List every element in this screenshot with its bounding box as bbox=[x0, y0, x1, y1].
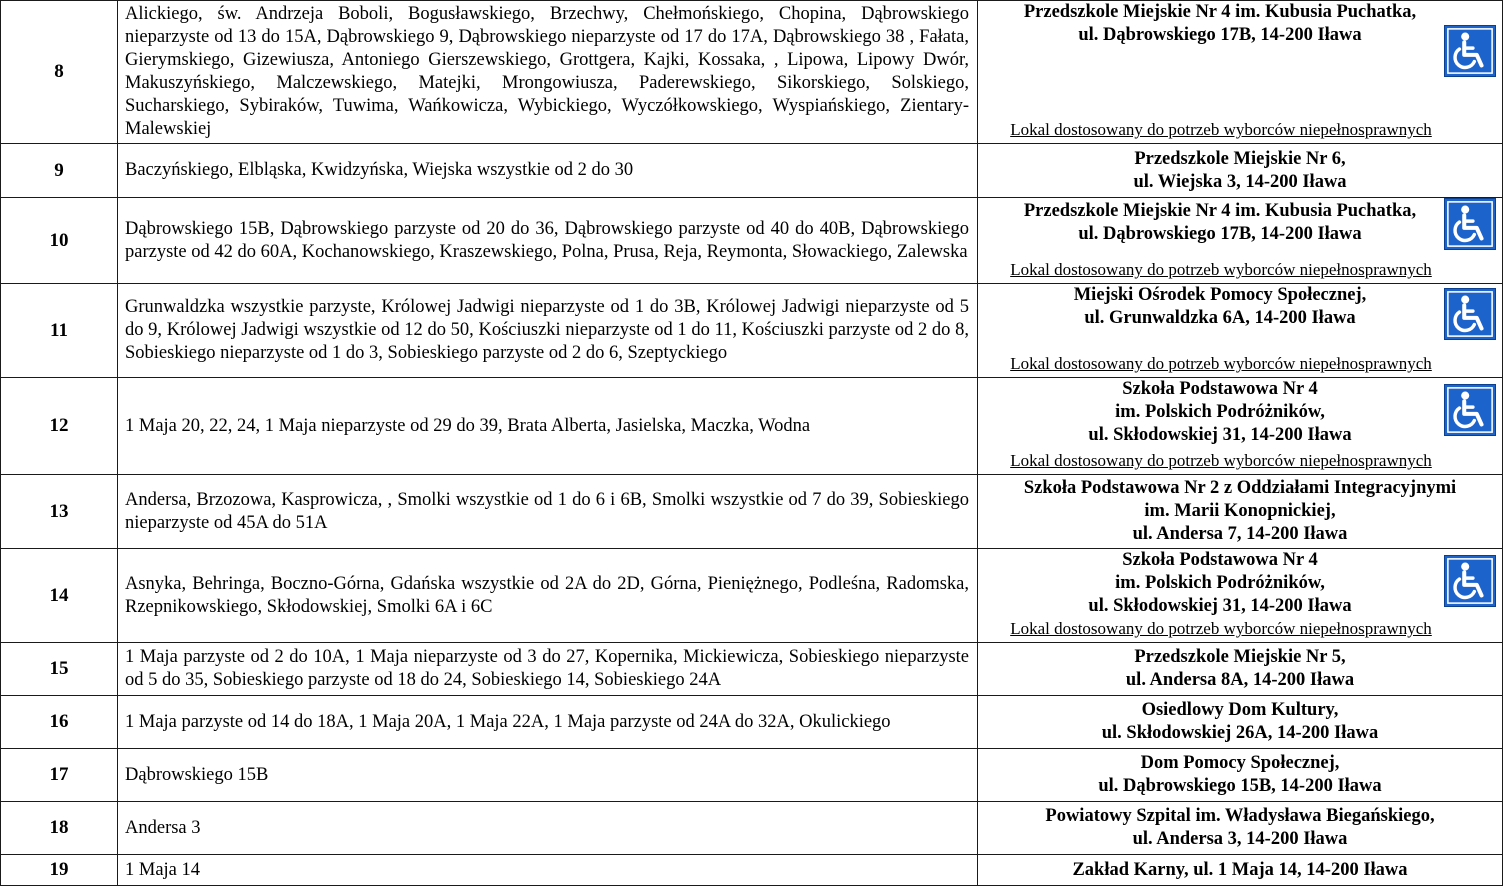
address-line: ul. Dąbrowskiego 17B, 14-200 Iława bbox=[1078, 224, 1362, 244]
address-line: ul. Andersa 8A, 14-200 Iława bbox=[1125, 670, 1355, 690]
district-number: 15 bbox=[1, 643, 118, 696]
district-streets: 1 Maja parzyste od 14 do 18A, 1 Maja 20A, 1 Maja 22A, 1 Maja parzyste od 24A do 32A, Okulickiego bbox=[118, 696, 978, 749]
polling-station-address bbox=[982, 284, 1498, 330]
accessibility-note: Lokal dostosowany do potrzeb wyborców niepełnosprawnych bbox=[1010, 260, 1432, 279]
polling-station-address bbox=[982, 699, 1498, 745]
district-number: 16 bbox=[1, 696, 118, 749]
wheelchair-icon bbox=[1444, 555, 1496, 607]
polling-station-cell bbox=[978, 696, 1503, 749]
address-line: ul. Wiejska 3, 14-200 Iława bbox=[1133, 171, 1347, 192]
address-line: im. Marii Konopnickiej, bbox=[1144, 501, 1336, 521]
address-line: ul. Andersa 3, 14-200 Iława bbox=[1132, 829, 1348, 849]
address-line: Przedszkole Miejskie Nr 5, bbox=[1134, 647, 1346, 667]
polling-station-address bbox=[982, 646, 1498, 692]
address-line: Zakład Karny, ul. 1 Maja 14, 14-200 Iława bbox=[1072, 859, 1408, 880]
polling-station-address bbox=[982, 200, 1498, 246]
address-line: Przedszkole Miejskie Nr 4 im. Kubusia Puchatka, bbox=[1023, 2, 1417, 22]
address-line: Szkoła Podstawowa Nr 2 z Oddziałami Integracyjnymi bbox=[1023, 478, 1457, 498]
address-line: ul. Skłodowskiej 26A, 14-200 Iława bbox=[1101, 723, 1379, 743]
address-line: im. Polskich Podróżników, bbox=[1115, 573, 1325, 593]
polling-station-cell bbox=[978, 475, 1503, 549]
polling-station-address bbox=[982, 1, 1498, 47]
address-line: Osiedlowy Dom Kultury, bbox=[1141, 700, 1339, 720]
district-number: 11 bbox=[1, 284, 118, 378]
district-number: 17 bbox=[1, 749, 118, 802]
district-number: 19 bbox=[1, 855, 118, 886]
district-row bbox=[1, 378, 1503, 475]
district-row bbox=[1, 696, 1503, 749]
accessibility-note: Lokal dostosowany do potrzeb wyborców niepełnosprawnych bbox=[1010, 354, 1432, 373]
accessibility-note: Lokal dostosowany do potrzeb wyborców niepełnosprawnych bbox=[1010, 451, 1432, 470]
polling-station-cell bbox=[978, 284, 1503, 378]
district-streets: 1 Maja 20, 22, 24, 1 Maja nieparzyste od 29 do 39, Brata Alberta, Jasielska, Maczka, Wodna bbox=[118, 378, 978, 475]
address-line: Szkoła Podstawowa Nr 4 bbox=[1122, 550, 1318, 570]
polling-station-cell bbox=[978, 802, 1503, 855]
polling-station-address bbox=[982, 378, 1498, 447]
accessibility-note: Lokal dostosowany do potrzeb wyborców niepełnosprawnych bbox=[1010, 120, 1432, 139]
wheelchair-icon bbox=[1444, 25, 1496, 77]
district-row bbox=[1, 749, 1503, 802]
district-row bbox=[1, 802, 1503, 855]
district-row bbox=[1, 549, 1503, 643]
address-line: im. Polskich Podróżników, bbox=[1115, 402, 1325, 422]
polling-station-address bbox=[982, 859, 1498, 882]
district-number: 13 bbox=[1, 475, 118, 549]
polling-station-address bbox=[982, 752, 1498, 798]
address-line: Przedszkole Miejskie Nr 6, bbox=[1134, 148, 1346, 169]
district-row bbox=[1, 643, 1503, 696]
address-line: Dom Pomocy Społecznej, bbox=[1140, 753, 1340, 773]
district-number: 8 bbox=[1, 1, 118, 144]
district-row bbox=[1, 855, 1503, 886]
district-row bbox=[1, 144, 1503, 198]
district-streets: Dąbrowskiego 15B bbox=[118, 749, 978, 802]
district-streets: Baczyńskiego, Elbląska, Kwidzyńska, Wiejska wszystkie od 2 do 30 bbox=[118, 144, 978, 198]
polling-station-cell bbox=[978, 749, 1503, 802]
district-streets: Andersa, Brzozowa, Kasprowicza, , Smolki wszystkie od 1 do 6 i 6B, Smolki wszystkie od 7 do 39, Sobieskiego nieparzyste od 45A do 51A bbox=[118, 475, 978, 549]
district-streets: Grunwaldzka wszystkie parzyste, Królowej Jadwigi nieparzyste od 1 do 3B, Królowej Jadwigi nieparzyste od 5 do 9, Królowej Jadwigi wszystkie od 12 do 50, Kościuszki nieparzyste od 1 do 11, Kościuszki parzyste od 2 do 8, Sobieskiego nieparzyste od 1 do 3, Sobieskiego parzyste od 2 do 6, Szeptyckiego bbox=[118, 284, 978, 378]
polling-station-address bbox=[982, 477, 1498, 546]
address-line: ul. Dąbrowskiego 17B, 14-200 Iława bbox=[1078, 25, 1362, 45]
district-number: 9 bbox=[1, 144, 118, 198]
address-line: Powiatowy Szpital im. Władysława Biegańskiego, bbox=[1045, 806, 1435, 826]
address-line: Szkoła Podstawowa Nr 4 bbox=[1122, 379, 1318, 399]
district-row bbox=[1, 475, 1503, 549]
polling-station-cell bbox=[978, 198, 1503, 284]
accessibility-note: Lokal dostosowany do potrzeb wyborców niepełnosprawnych bbox=[1010, 619, 1432, 638]
polling-station-cell bbox=[978, 378, 1503, 475]
address-line: Przedszkole Miejskie Nr 4 im. Kubusia Puchatka, bbox=[1023, 201, 1417, 221]
district-number: 12 bbox=[1, 378, 118, 475]
district-streets: Asnyka, Behringa, Boczno-Górna, Gdańska wszystkie od 2A do 2D, Górna, Pieniężnego, Podleśna, Radomska, Rzepnikowskiego, Skłodowskiej, Smolki 6A i 6C bbox=[118, 549, 978, 643]
wheelchair-icon bbox=[1444, 198, 1496, 250]
district-number: 18 bbox=[1, 802, 118, 855]
wheelchair-icon bbox=[1444, 288, 1496, 340]
district-streets: 1 Maja 14 bbox=[118, 855, 978, 886]
polling-station-address bbox=[982, 148, 1498, 194]
district-streets: Dąbrowskiego 15B, Dąbrowskiego parzyste od 20 do 36, Dąbrowskiego parzyste od 40 do 40B, Dąbrowskiego parzyste od 42 do 60A, Kochanowskiego, Kraszewskiego, Polna, Prusa, Reja, Reymonta, Słowackiego, Zalewska bbox=[118, 198, 978, 284]
district-streets: Andersa 3 bbox=[118, 802, 978, 855]
district-number: 10 bbox=[1, 198, 118, 284]
polling-station-cell bbox=[978, 643, 1503, 696]
district-streets: Alickiego, św. Andrzeja Boboli, Bogusławskiego, Brzechwy, Chełmońskiego, Chopina, Dąbrowskiego nieparzyste od 13 do 15A, Dąbrowskiego 9, Dąbrowskiego nieparzyste od 17 do 17A, Dąbrowskiego 38 , Fałata, Gierymskiego, Gizewiusza, Antoniego Gierszewskiego, Grottgera, Kajki, Kossaka, , Lipowa, Lipowy Dwór, Makuszyńskiego, Malczewskiego, Matejki, Mrongowiusza, Paderewskiego, Sikorskiego, Solskiego, Sucharskiego, Sybiraków, Tuwima, Wańkowicza, Wybickiego, Wyczółkowskiego, Wyspiańskiego, Zientary-Malewskiej bbox=[118, 1, 978, 144]
polling-station-cell bbox=[978, 855, 1503, 886]
polling-station-cell bbox=[978, 549, 1503, 643]
district-row bbox=[1, 284, 1503, 378]
polling-station-address bbox=[982, 549, 1498, 618]
polling-station-cell bbox=[978, 1, 1503, 144]
address-line: ul. Skłodowskiej 31, 14-200 Iława bbox=[1088, 596, 1352, 616]
address-line: ul. Dąbrowskiego 15B, 14-200 Iława bbox=[1098, 776, 1382, 796]
address-line: ul. Andersa 7, 14-200 Iława bbox=[1132, 524, 1348, 544]
address-line: Miejski Ośrodek Pomocy Społecznej, bbox=[1073, 285, 1367, 305]
polling-station-address bbox=[982, 805, 1498, 851]
wheelchair-icon bbox=[1444, 384, 1496, 436]
district-row bbox=[1, 198, 1503, 284]
table-body bbox=[1, 1, 1503, 886]
address-line: ul. Skłodowskiej 31, 14-200 Iława bbox=[1088, 425, 1352, 445]
district-row bbox=[1, 1, 1503, 144]
district-streets: 1 Maja parzyste od 2 do 10A, 1 Maja nieparzyste od 3 do 27, Kopernika, Mickiewicza, Sobieskiego nieparzyste od 5 do 35, Sobieskiego parzyste od 18 do 24, Sobieskiego 14, Sobieskiego 24A bbox=[118, 643, 978, 696]
polling-station-cell bbox=[978, 144, 1503, 198]
address-line: ul. Grunwaldzka 6A, 14-200 Iława bbox=[1084, 308, 1356, 328]
district-number: 14 bbox=[1, 549, 118, 643]
